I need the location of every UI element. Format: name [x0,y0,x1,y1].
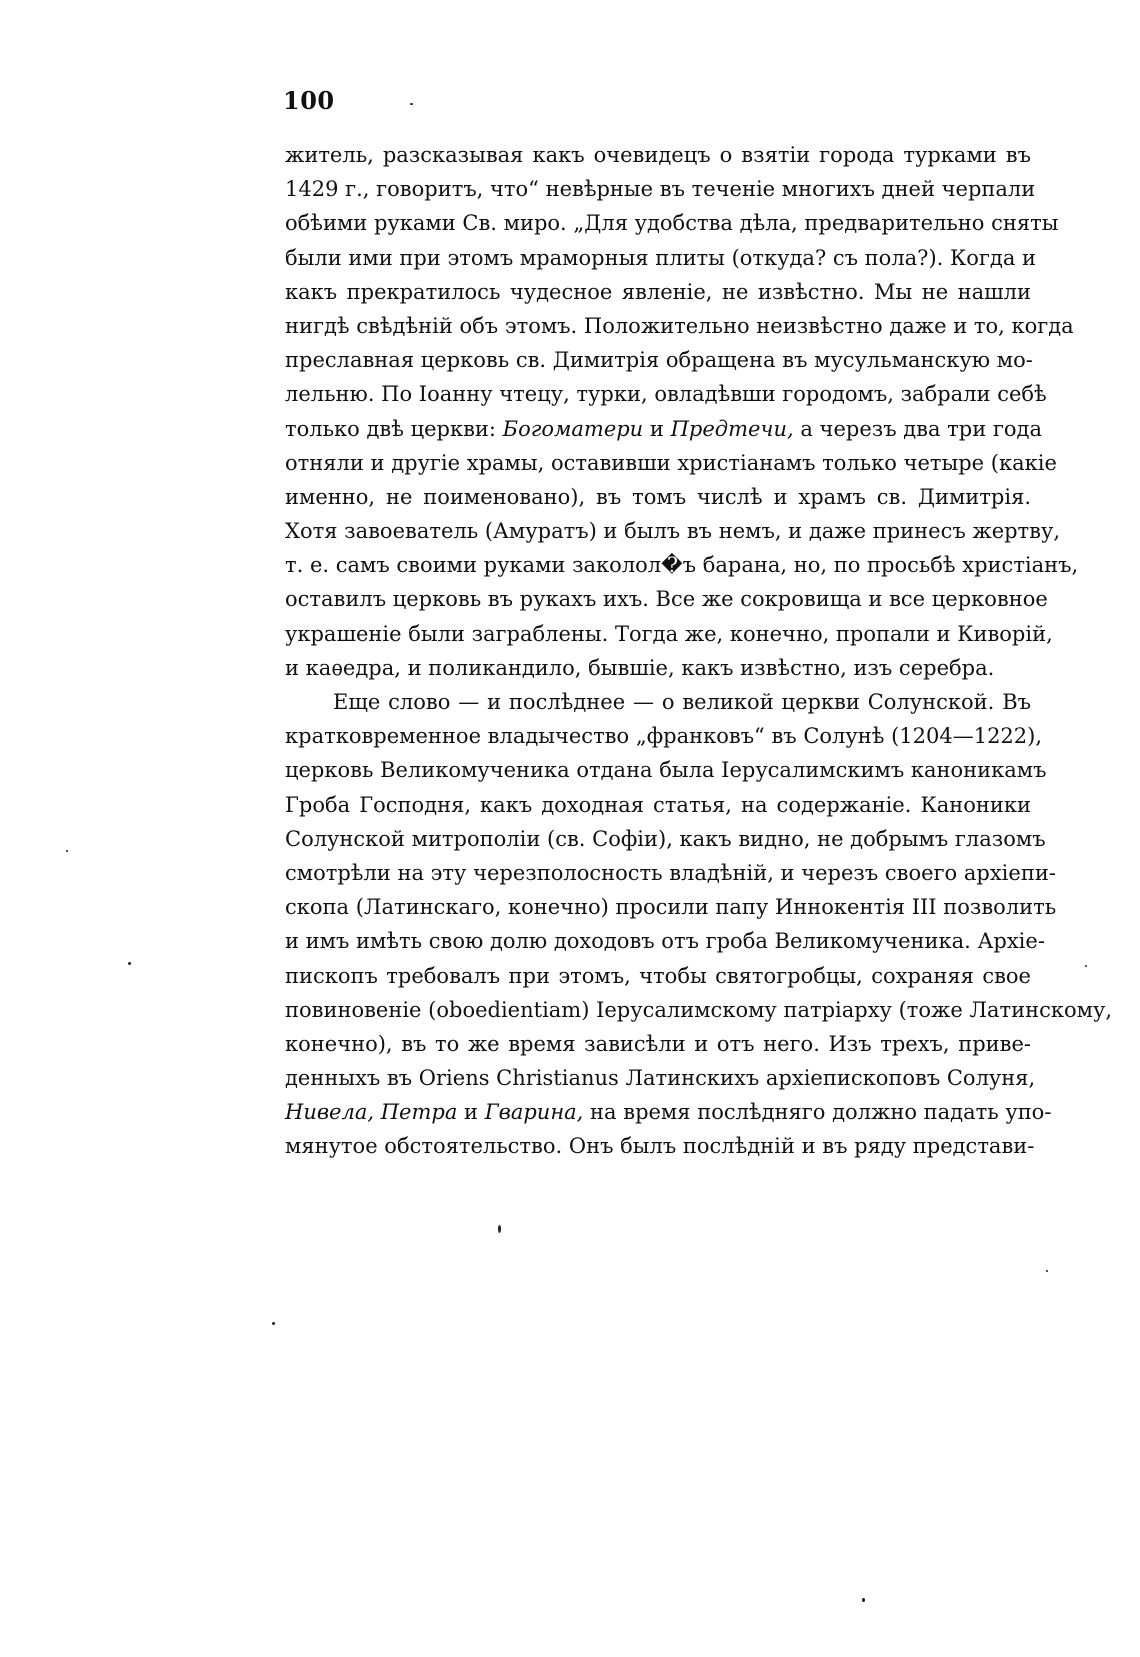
text-span: лельню. По Іоанну чтецу, турки, овладѣвши городомъ, забрали себѣ [285,382,1047,407]
text-span: церковь Великомученика отдана была Іерусалимскимъ каноникамъ [285,758,1047,783]
text-span: повиновеніе (oboedientiam) Іерусалимскому патріарху (тоже Латинскому, [285,997,1113,1022]
text-span: Гроба Господня, какъ доходная статья, на содержаніе. Каноники [285,792,1031,817]
text-span: украшеніе были заграблены. Тогда же, конечно, пропали и Киворій, [285,621,1053,646]
scan-speck [272,1322,275,1325]
text-line [285,582,1048,616]
text-span: и имъ имѣть свою долю доходовъ отъ гроба Великомученика. Архіе- [285,929,1045,954]
text-line [285,651,1031,685]
text-line [285,1027,1031,1061]
text-span: Хотя завоеватель (Амуратъ) и былъ въ немъ, и даже принесъ жертву, [285,519,1061,544]
text-span: кратковременное владычество „франковъ“ въ Солунѣ (1204—1222), [285,724,1043,749]
text-span: скопа (Латинскаго, конечно) просили папу Иннокентія III позволить [285,895,1057,920]
text-span: именно, не поименовано), въ томъ числѣ и храмъ св. Димитрія. [285,484,1031,509]
text-line [285,719,1043,753]
text-span: Солунской митрополіи (св. Софіи), какъ видно, не добрымъ глазомъ [285,826,1046,851]
text-span: а черезъ два три года [793,416,1043,441]
text-line [285,924,1045,958]
text-span: конечно), въ то же время зависѣли и отъ него. Изъ трехъ, приве- [285,1031,1031,1056]
text-span: и [457,1100,485,1125]
text-line [285,856,1056,890]
text-line [285,412,1043,446]
page-number: 100 [283,86,335,115]
text-line [285,206,1059,240]
text-span: 1429 г., говоритъ, что“ невѣрные въ теченіе многихъ дней черпали [285,177,1036,202]
scan-speck [66,850,68,852]
scan-speck [410,103,413,105]
scan-speck [862,1598,865,1602]
scan-speck [1085,965,1087,967]
text-line [285,993,1113,1027]
text-span: пископъ требовалъ при этомъ, чтобы святогробцы, сохраняя свое [285,963,1031,988]
text-span: т. е. самъ своими руками заколол�ъ барана, но, по просьбѣ христіанъ, [285,553,1079,578]
text-line [285,514,1061,548]
text-line [285,138,1031,172]
body-text [285,138,1113,1164]
text-span: и [643,416,671,441]
text-span: оставилъ церковь въ рукахъ ихъ. Все же сокровища и все церковное [285,587,1048,612]
text-span: житель, разсказывая какъ очевидецъ о взятіи города турками въ [285,143,1031,167]
text-span: смотрѣли на эту черезполосность владѣній, и черезъ своего архіепи- [285,860,1056,885]
italic-text: Предтечи, [670,416,794,441]
text-span: на время послѣдняго должно падать упо- [583,1100,1052,1125]
text-line [285,1095,1052,1129]
scan-speck [498,1225,501,1233]
italic-text: Нивела, Петра [285,1100,458,1125]
text-line [285,446,1057,480]
text-span: мянутое обстоятельство. Онъ былъ послѣдній и въ ряду представи- [285,1134,1035,1159]
text-span: нигдѣ свѣдѣній объ этомъ. Положительно неизвѣстно даже и то, когда [285,313,1074,338]
text-line [285,617,1053,651]
text-line [285,275,1031,309]
text-line [285,890,1057,924]
italic-text: Богоматери [502,416,644,441]
text-line [285,480,1031,514]
text-line [285,548,1079,582]
text-span: обѣими руками Св. миро. „Для удобства дѣла, предварительно сняты [285,211,1059,236]
text-line [285,959,1031,993]
text-line [285,1061,1036,1095]
text-line [285,822,1046,856]
text-line [285,172,1036,206]
text-line [285,309,1074,343]
text-line [285,241,1037,275]
text-span: Еще слово — и послѣднее — о великой церкви Солунской. Въ [333,690,1031,714]
text-line [285,788,1031,822]
scan-speck [1046,1270,1048,1272]
text-span: преславная церковь св. Димитрія обращена въ мусульманскую мо- [285,348,1033,373]
text-line [285,685,1031,719]
text-span: только двѣ церкви: [285,416,503,441]
text-span: были ими при этомъ мраморныя плиты (откуда? съ пола?). Когда и [285,245,1037,270]
text-span: и каѳедра, и поликандило, бывшіе, какъ извѣстно, изъ серебра. [285,655,995,680]
text-span: денныхъ въ Oriens Christianus Латинскихъ архіепископовъ Солуня, [285,1066,1036,1091]
text-line [285,343,1031,377]
text-span: отняли и другіе храмы, оставивши христіанамъ только четыре (какіе [285,450,1057,475]
text-span: какъ прекратилось чудесное явленіе, не извѣстно. Мы не нашли [285,279,1031,304]
italic-text: Гварина, [484,1100,584,1125]
text-line [285,753,1047,787]
text-line [285,1129,1035,1163]
scan-speck [128,962,131,965]
text-line [285,377,1047,411]
